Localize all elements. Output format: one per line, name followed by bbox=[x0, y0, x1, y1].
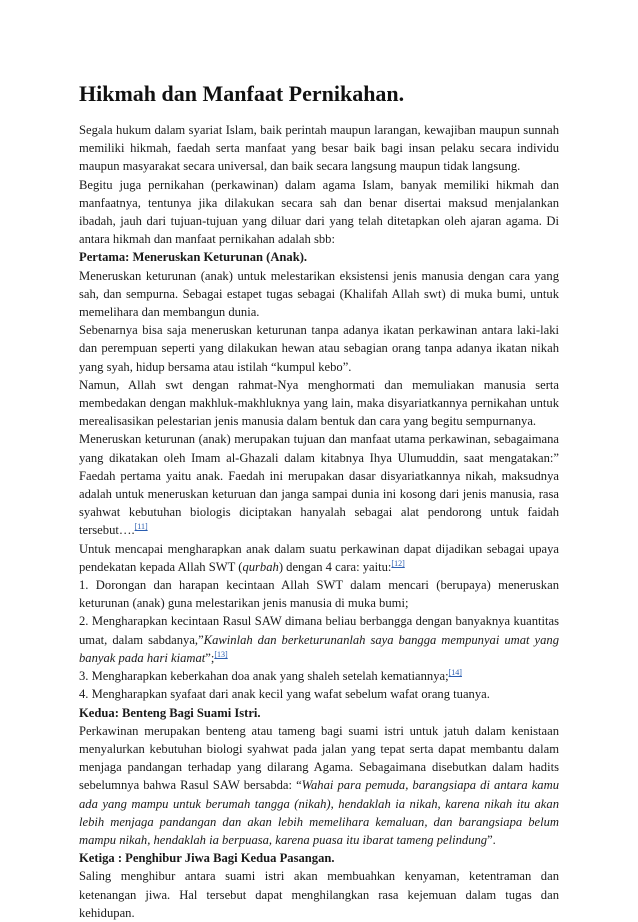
section-heading-pertama: Pertama: Meneruskan Keturunan (Anak). bbox=[79, 250, 308, 265]
section-2-paragraph-1-text-a: Perkawinan merupakan benteng atau tameng bagi suami istri untuk jatuh dalam kenistaan menyalurkan kebutuhan biologi syahwat pada jalan yang tepat serta dapat membantu dalam menjaga pandangan terhadap yang dilarang Agama. Sebagaimana disebutkan dalam hadits sebelumnya bahwa Rasul SAW bersabda: “ bbox=[79, 723, 559, 793]
document-page bbox=[79, 80, 559, 922]
list-item-2 bbox=[79, 612, 559, 667]
list-item-2-text-a: 2. Mengharapkan kecintaan Rasul SAW dimana beliau berbangga dengan banyaknya kuantitas umat, dalam sabdanya,” bbox=[79, 614, 559, 647]
section-1-paragraph-5 bbox=[79, 540, 559, 576]
document-title: Hikmah dan Manfaat Pernikahan. bbox=[79, 81, 405, 106]
qurbah-term: qurbah bbox=[242, 559, 279, 574]
section-1-paragraph-4-text: Meneruskan keturunan (anak) merupakan tujuan dan manfaat utama perkawinan, sebagaimana yang dikatakan oleh Imam al-Ghazali dalam kitabnya Ihya Ulumuddin, saat mengatakan:” Faedah pertama yaitu anak. Faedah ini merupakan dasar disyariatkannya nikah, maksudnya adalah untuk meneruskan keturuan dan janga sampai dunia ini kosong dari jenis manusia, rasa syahwat kebutuhan biologis diciptakan hanyalah sebagai alat pendorong untuk faidah tersebut…. bbox=[79, 432, 559, 538]
list-item-3 bbox=[79, 667, 559, 685]
list-item-1: 1. Dorongan dan harapan kecintaan Allah SWT dalam mencari (berupaya) meneruskan keturunan (anak) guna melestarikan jenis manusia di muka bumi; bbox=[79, 578, 559, 611]
section-2-paragraph-1 bbox=[79, 722, 559, 849]
list-item-4: 4. Mengharapkan syafaat dari anak kecil yang wafat sebelum wafat orang tuanya. bbox=[79, 687, 490, 702]
section-1-paragraph-1: Meneruskan keturunan (anak) untuk melestarikan eksistensi jenis manusia dengan cara yang sah, dan sempurna. Sebagai estapet tugas sebagai (Khalifah Allah swt) di muka bumi, untuk memelihara dan membangun dunia. bbox=[79, 268, 559, 320]
footnote-link-13[interactable]: [13] bbox=[214, 649, 228, 659]
intro-paragraph-2: Begitu juga pernikahan (perkawinan) dalam agama Islam, banyak memiliki hikmah dan manfaatnya, tentunya jika dilakukan secara sah dan benar disertai maksud menjalankan ibadah, jauh dari tujuan-tujuan yang diluar dari yang telah ditetapkan oleh ajaran agama. Di antara hikmah dan manfaat pernikahan adalah sbb: bbox=[79, 177, 559, 247]
intro-paragraph-1: Segala hukum dalam syariat Islam, baik perintah maupun larangan, kewajiban maupun sunnah memiliki hikmah, faedah serta manfaat yang besar baik bagi insan pelaku secara individu maupun masyarakat secara universal, dan baik secara langsung maupun tidak langsung. bbox=[79, 123, 559, 174]
section-heading-ketiga: Ketiga : Penghibur Jiwa Bagi Kedua Pasangan. bbox=[79, 851, 335, 866]
section-1-paragraph-4 bbox=[79, 430, 559, 539]
footnote-link-12[interactable]: [12] bbox=[391, 558, 405, 568]
section-heading-kedua: Kedua: Benteng Bagi Suami Istri. bbox=[79, 705, 261, 720]
list-item-3-text: 3. Mengharapkan keberkahan doa anak yang shaleh setelah kematiannya; bbox=[79, 669, 449, 684]
footnote-link-14[interactable]: [14] bbox=[448, 667, 462, 677]
hadith-quote-2: Wahai para pemuda, barangsiapa di antara kamu ada yang mampu untuk berumah tangga (nikah), hendaklah ia nikah, karena nikah itu akan lebih menjaga pandangan dan akan lebih memelihara kemaluan, dan barangsiapa belum mampu nikah, hendaklah ia berpuasa, karena puasa itu ibarat tameng pelindung bbox=[79, 778, 559, 847]
section-1-paragraph-5-text-c: ) dengan 4 cara: yaitu: bbox=[278, 559, 392, 574]
section-1-paragraph-5-text-a: Untuk mencapai mengharapkan anak dalam suatu perkawinan dapat dijadikan sebagai upaya pendekatan kepada Allah SWT ( bbox=[79, 541, 559, 574]
section-2-paragraph-1-text-c: ”. bbox=[487, 832, 496, 847]
list-item-2-text-c: ”; bbox=[205, 650, 215, 665]
footnote-link-11[interactable]: [11] bbox=[134, 522, 148, 532]
hadith-quote-1: Kawinlah dan berketurunanlah saya bangga mempunyai umat yang banyak pada hari kiamat bbox=[79, 632, 559, 665]
section-3-paragraph-1: Saling menghibur antara suami istri akan membuahkan kenyaman, ketentraman dan ketenangan jiwa. Hal tersebut dapat menghilangkan rasa kejemuan dalam tugas dan kehidupan. bbox=[79, 869, 559, 920]
section-1-paragraph-2: Sebenarnya bisa saja meneruskan keturunan tanpa adanya ikatan perkawinan antara laki-laki dan perempuan seperti yang dilakukan hewan atau sebagian orang tanpa adanya ikatan nikah yang syah, hidup bersama atau istilah “kumpul kebo”. bbox=[79, 323, 559, 374]
section-1-paragraph-3: Namun, Allah swt dengan rahmat-Nya menghormati dan memuliakan manusia serta membedakan dengan makhluk-makhluknya yang lain, maka disyariatkannya pernikahan untuk merealisasikan pelestarian jenis manusia dalam bentuk dan cara yang begitu sempurnanya. bbox=[79, 377, 559, 429]
